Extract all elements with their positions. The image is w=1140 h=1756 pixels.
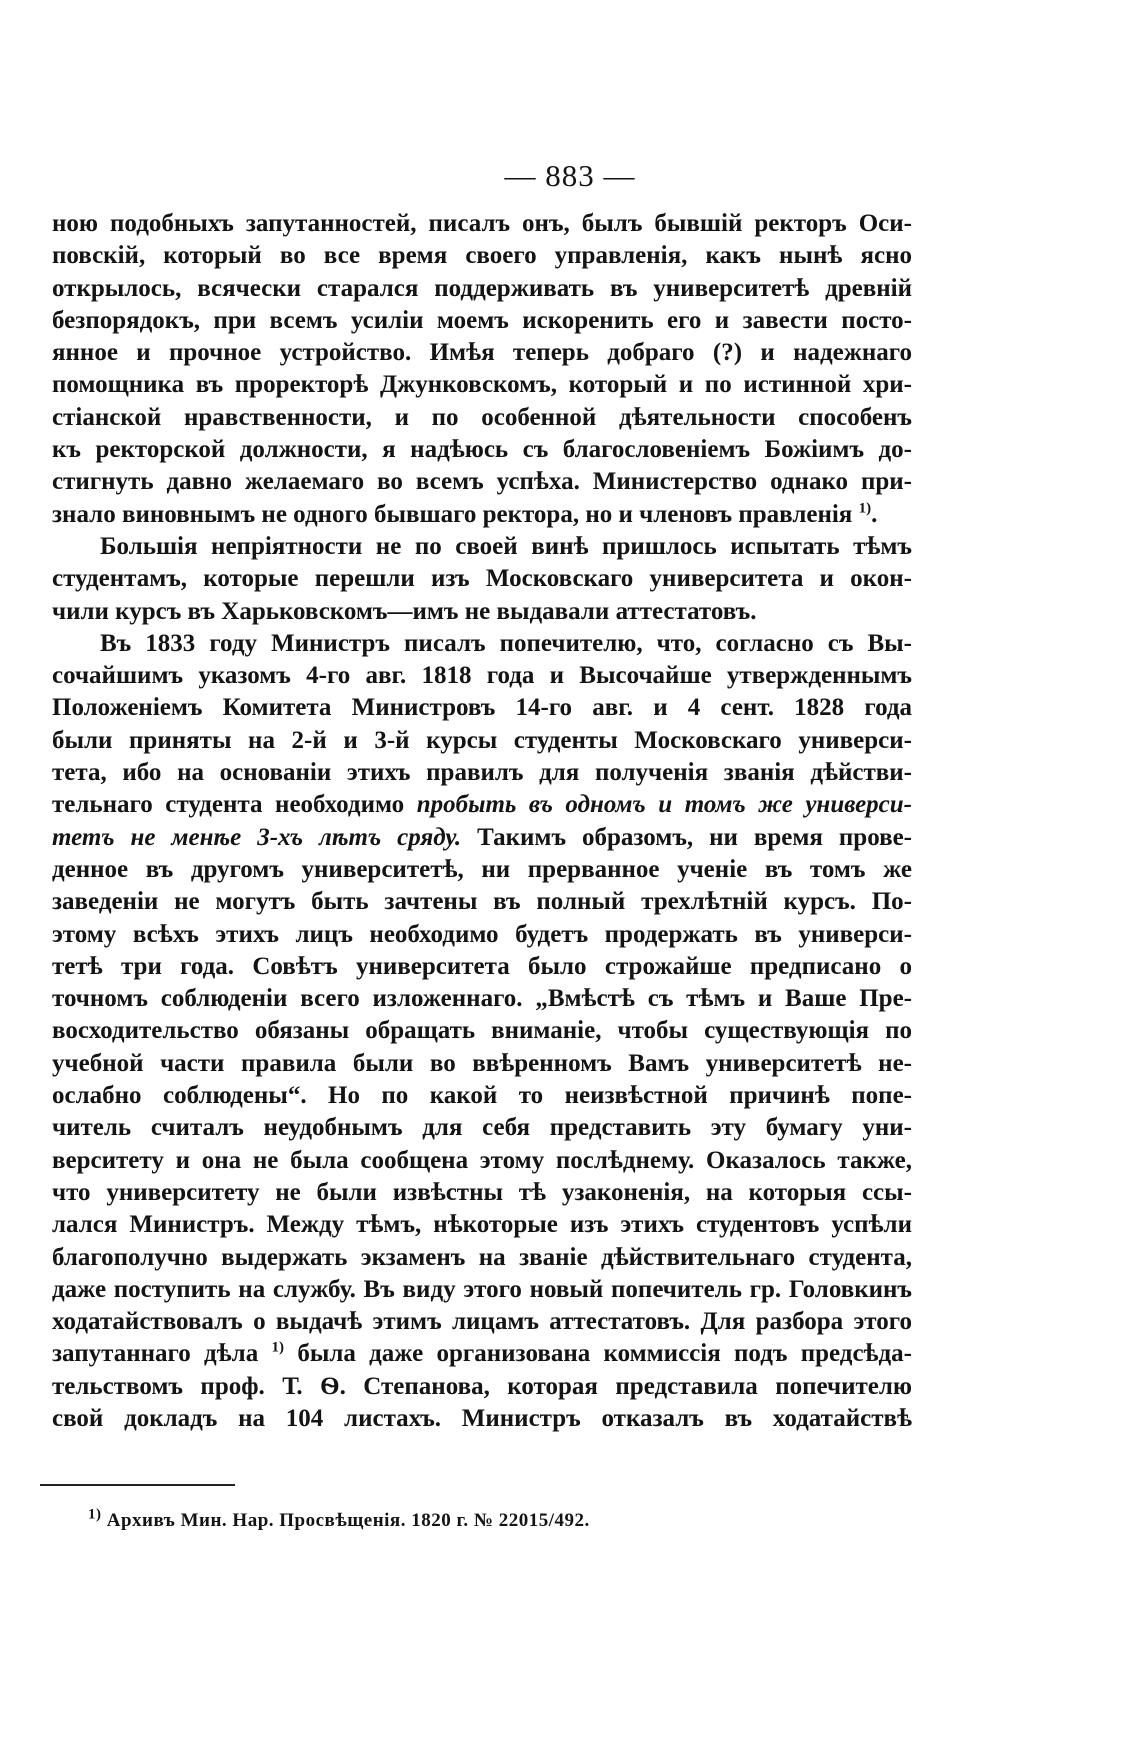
text-line [52,1338,912,1370]
text-line: повскій, который во все время своего управленія, какъ нынѣ ясно [52,242,912,270]
text-line: Въ 1833 году Министръ писалъ попечителю, что, согласно съ Вы- [100,629,912,657]
text-line: учебной части правила были во ввѣренномъ Вамъ университетѣ не- [52,1049,912,1077]
text-line: восходительство обязаны обращать вниманіе, чтобы существующія по [52,1017,912,1045]
text-line: ною подобныхъ запутанностей, писалъ онъ, былъ бывшій ректоръ Оси- [52,210,912,237]
footnote-reference[interactable]: 1) [858,500,872,517]
text-line: студентамъ, которые перешли изъ Московскаго университета и окон- [52,565,912,593]
text-line: даже поступить на службу. Въ виду этого новый попечитель гр. Головкинъ [52,1275,912,1303]
italic-emphasis: тетъ не менѣе 3-хъ лѣтъ сряду. [52,823,462,851]
text-line: лался Министръ. Между тѣмъ, нѣкоторые изъ этихъ студентовъ успѣли [52,1211,912,1239]
text-line: безпорядокъ, при всемъ усиліи моемъ искоренить его и завести посто- [52,306,912,334]
text-line: янное и прочное устройство. Имѣя теперь добраго (?) и надежнаго [52,339,912,367]
text-segment: тельнаго студента необходимо [52,791,405,819]
text-segment: знало виновнымъ не одного бывшаго ректора, но и членовъ правленія [52,500,853,528]
text-line: ослабно соблюдены“. Но по какой то неизвѣстной причинѣ попе- [52,1082,912,1110]
text-line [52,789,912,821]
text-line: денное въ другомъ университетѣ, ни прерванное ученіе въ томъ же [52,855,912,883]
text-line: Положеніемъ Комитета Министровъ 14-го авг. и 4 сент. 1828 года [52,694,912,722]
text-line: что университету не были извѣстны тѣ узаконенія, на которыя ссы- [52,1178,912,1206]
text-line: читель считалъ неудобнымъ для себя представить эту бумагу уни- [52,1114,912,1142]
text-line: благополучно выдержать экзаменъ на званіе дѣйствительнаго студента, [52,1243,912,1271]
text-line: этому всѣхъ этихъ лицъ необходимо будетъ продержать въ универси- [52,920,912,948]
footnote-text: Архивъ Мин. Нар. Просвѣщенія. 1820 г. № 22015/492. [106,1510,590,1531]
footnote [88,1506,590,1532]
text-line: къ ректорской должности, я надѣюсь съ благословеніемъ Божіимъ до- [52,436,912,464]
text-line: стіанской нравственности, и по особенной дѣятельности способенъ [52,403,912,431]
text-segment: запутаннаго дѣла [52,1340,259,1368]
text-segment: была даже организована коммиссія подъ предсѣда- [297,1340,913,1368]
text-line: свой докладъ на 104 листахъ. Министръ отказалъ въ ходатайствѣ [52,1404,912,1432]
text-line: тельствомъ проф. Т. Ѳ. Степанова, которая представила попечителю [52,1372,912,1400]
text-line: сочайшимъ указомъ 4-го авг. 1818 года и Высочайше утвержденнымъ [52,662,912,690]
text-line: точномъ соблюденіи всего изложеннаго. „Вмѣстѣ съ тѣмъ и Ваше Пре- [52,985,912,1013]
text-line: тета, ибо на основаніи этихъ правилъ для полученія званія дѣйстви- [52,759,912,787]
text-line: заведеніи не могутъ быть зачтены въ полный трехлѣтній курсъ. По- [52,888,912,916]
text-segment: Такимъ образомъ, ни время прове- [477,823,912,851]
text-line: чили курсъ въ Харьковскомъ—имъ не выдавали аттестатовъ. [52,597,757,625]
text-line: знало виновнымъ не одного бывшаго ректора, но и членовъ правленія $^{1)}$. [52,500,878,528]
text-line: помощника въ проректорѣ Джунковскомъ, который и по истинной хри- [52,371,912,399]
footnote-mark: 1) [88,1506,102,1523]
footnote-reference[interactable]: 1) [271,1340,285,1357]
italic-emphasis: пробыть въ одномъ и томъ же универси- [416,791,913,819]
text-line: открылось, всячески старался поддерживать въ университетѣ древній [52,274,912,302]
text-line: стигнуть давно желаемаго во всемъ успѣха. Министерство однако при- [52,468,912,496]
text-line: тетѣ три года. Совѣтъ университета было строжайше предписано о [52,952,912,980]
text-line: ходатайствовалъ о выдачѣ этимъ лицамъ аттестатовъ. Для разбора этого [52,1308,912,1336]
body-text [52,208,912,1435]
text-line: были приняты на 2-й и 3-й курсы студенты Московскаго универси- [52,726,912,754]
page-number: — 883 — [504,158,636,193]
text-line [52,822,912,854]
text-line: верситету и она не была сообщена этому послѣднему. Оказалось также, [52,1146,912,1174]
footnote-divider [40,1484,235,1486]
text-line: Большія непріятности не по своей винѣ пришлось испытать тѣмъ [100,532,912,560]
